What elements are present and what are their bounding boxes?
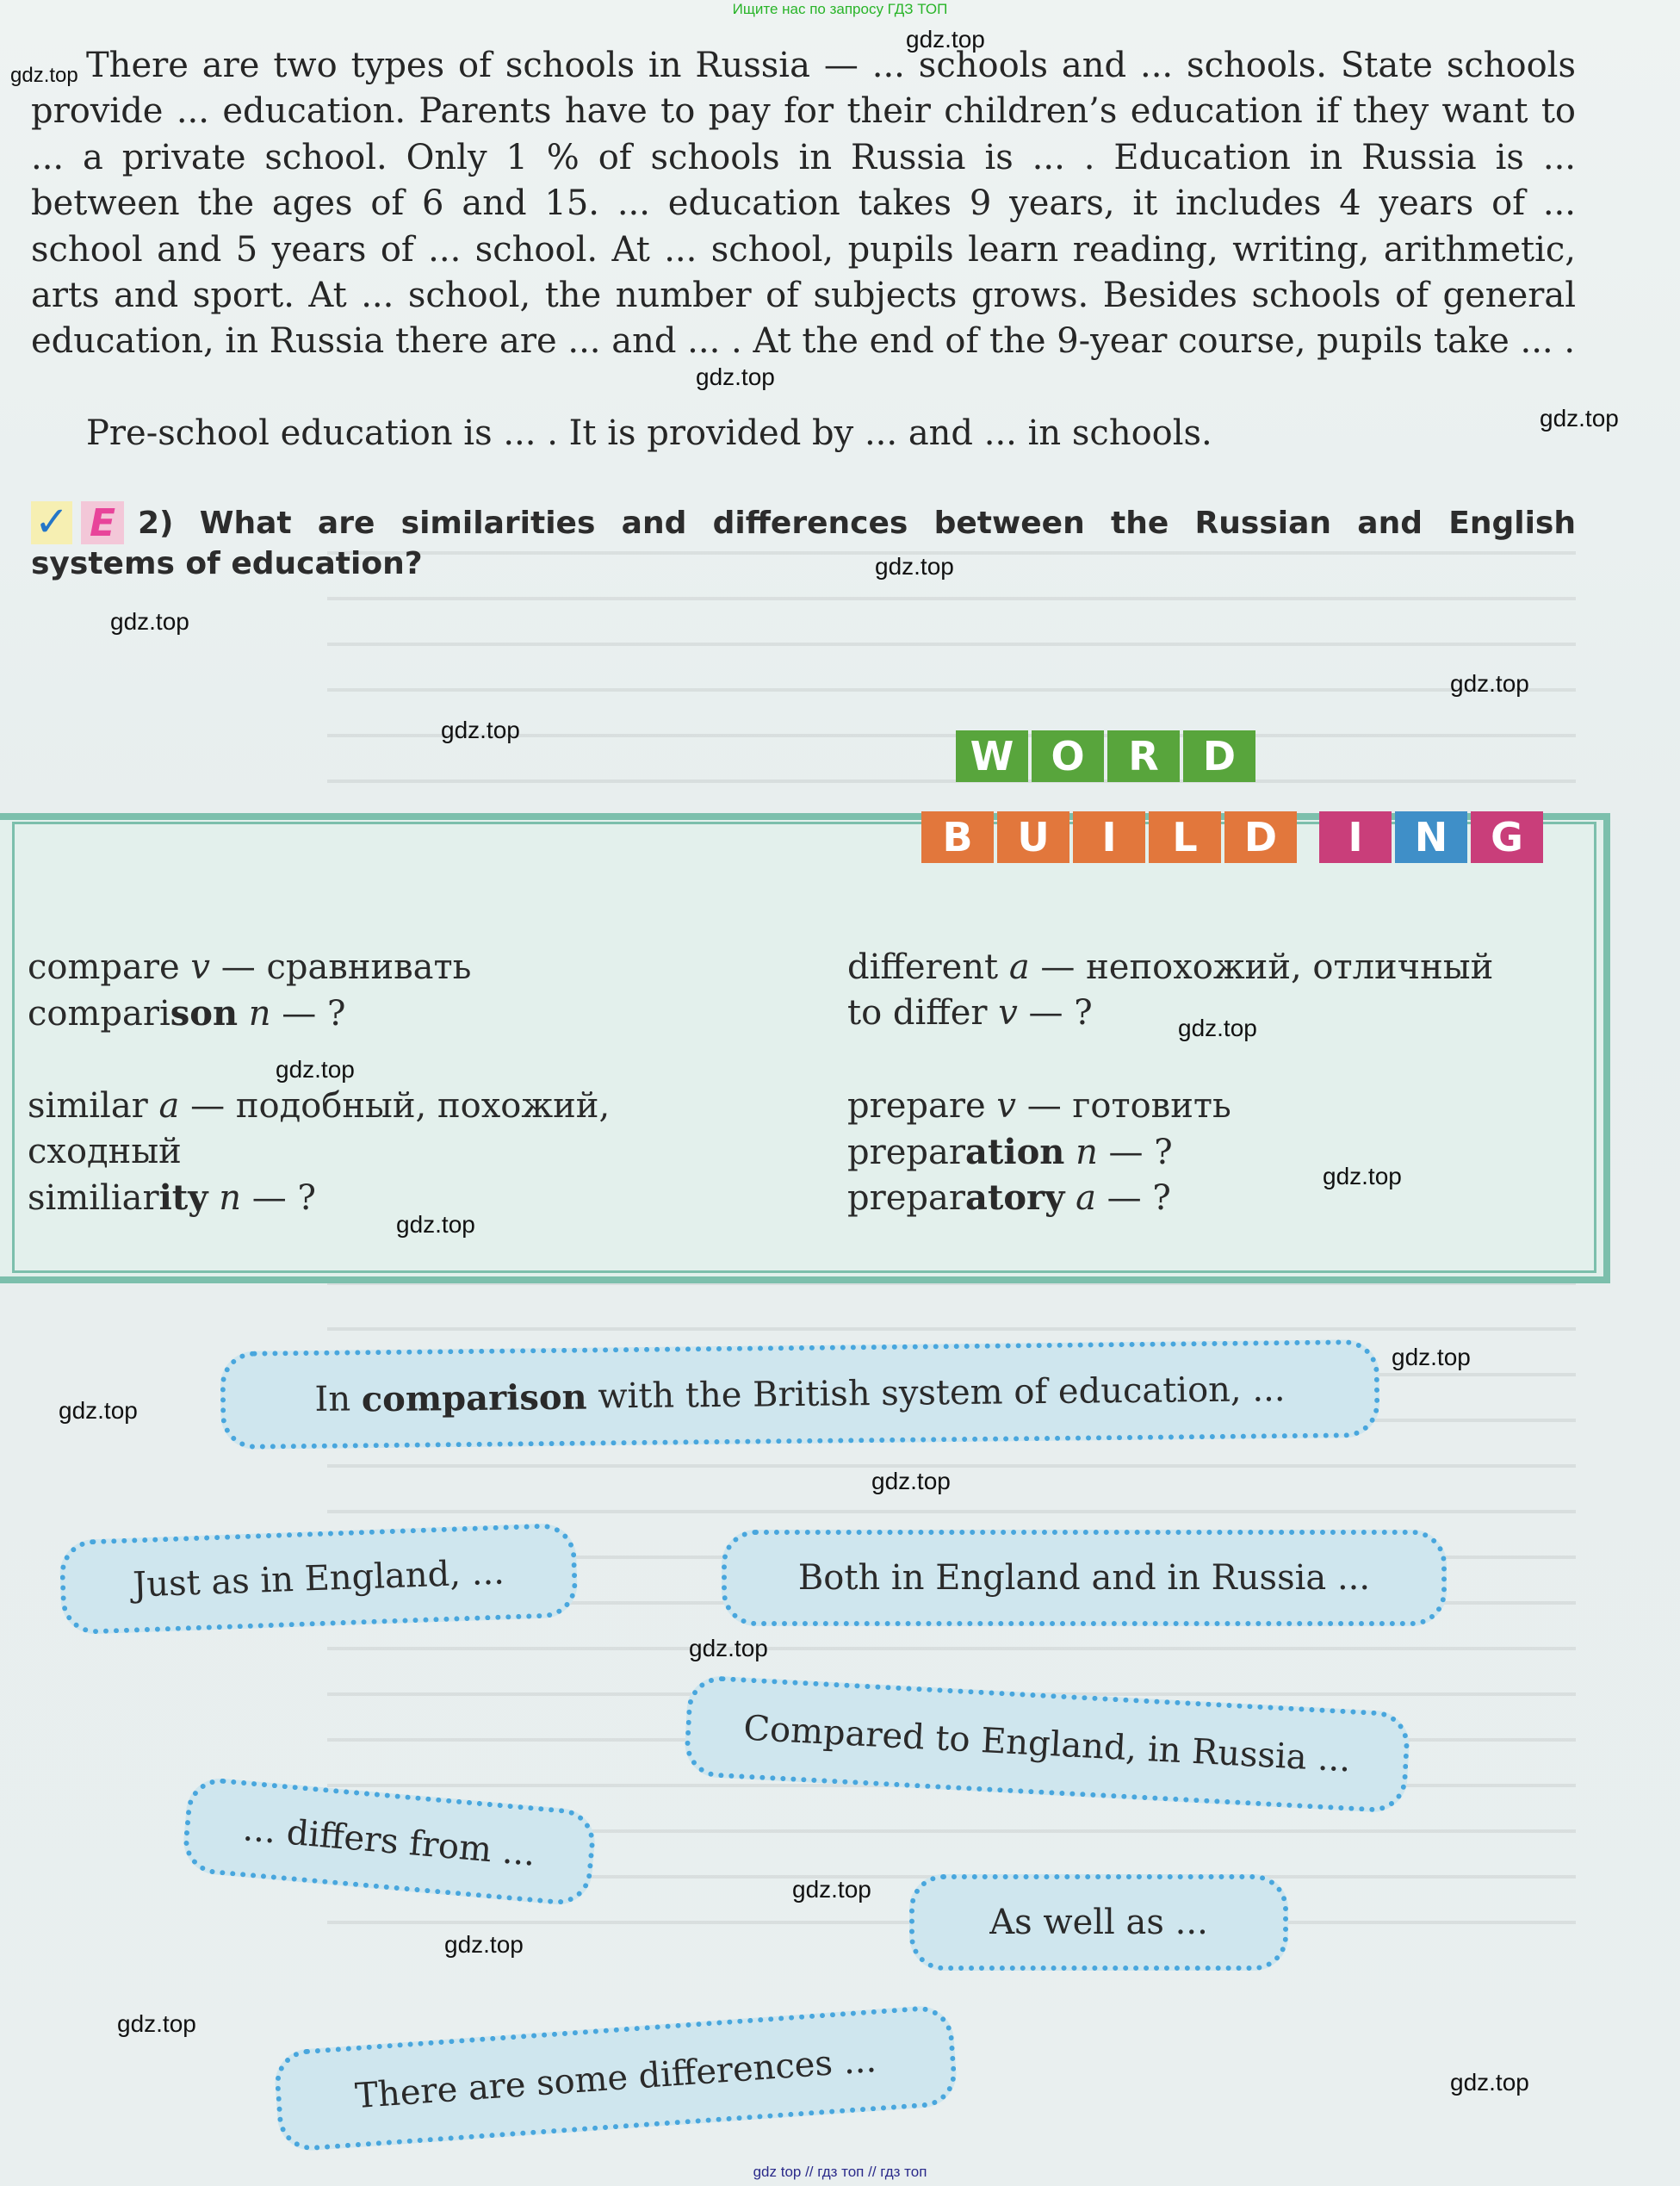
- check-glyph: ✓: [34, 498, 70, 546]
- logo-tile: L: [1149, 811, 1221, 863]
- wb-word: similar: [28, 1086, 148, 1126]
- watermark: gdz.top: [117, 2010, 196, 2037]
- wb-entry-preparatory: [847, 1175, 1171, 1221]
- paragraph-2-text: Pre-school education is ... . It is provided by ... and ... in schools.: [86, 413, 1212, 453]
- wb-dash: —: [251, 1178, 287, 1218]
- watermark: gdz.top: [1450, 2069, 1529, 2096]
- watermark: gdz.top: [441, 717, 520, 743]
- wb-meaning: сходный: [28, 1132, 182, 1171]
- phrase-bubble-just-as: [59, 1523, 578, 1636]
- e-glyph: E: [90, 501, 116, 545]
- wb-meaning: ?: [1074, 993, 1093, 1033]
- watermark: gdz.top: [444, 1931, 524, 1958]
- phrase-text: with the British system of education, ...: [598, 1369, 1286, 1417]
- phrase-bold: comparison: [361, 1376, 587, 1419]
- logo-tile: U: [997, 811, 1069, 863]
- text-paragraph-1: [31, 43, 1576, 365]
- watermark: gdz.top: [792, 1876, 871, 1903]
- wb-dash: —: [220, 947, 256, 987]
- wb-meaning: готовить: [1072, 1086, 1231, 1126]
- wb-dash: —: [282, 994, 317, 1034]
- phrase-bubble-comparison: [220, 1339, 1379, 1450]
- wb-word: to differ: [847, 993, 988, 1033]
- phrase-text: Both in England and in Russia ...: [797, 1558, 1371, 1598]
- wb-entry-prepare: [847, 1084, 1231, 1129]
- phrase-bubble-as-well-as: [909, 1874, 1288, 1971]
- phrase-text: ... differs from ...: [241, 1809, 537, 1874]
- wb-entry-similiarity: [28, 1175, 316, 1221]
- wb-meaning: ?: [1154, 1133, 1173, 1172]
- logo-tile: I: [1073, 811, 1145, 863]
- logo-tile: I: [1319, 811, 1392, 863]
- logo-tile: O: [1032, 730, 1104, 782]
- logo-tile: W: [956, 730, 1028, 782]
- watermark: gdz.top: [871, 1468, 951, 1494]
- wb-pos: v: [996, 1086, 1016, 1126]
- wb-pos: a: [158, 1086, 180, 1126]
- wb-pos: n: [1076, 1133, 1098, 1172]
- word-building-logo: [921, 730, 1559, 885]
- watermark: gdz.top: [1323, 1163, 1402, 1189]
- wb-entry-different: [847, 945, 1493, 991]
- wb-dash: —: [1108, 1133, 1144, 1172]
- wb-suffix: atory: [964, 1177, 1065, 1218]
- wb-suffix: ity: [158, 1177, 208, 1218]
- wb-word: different: [847, 947, 999, 987]
- wb-word: compare: [28, 947, 180, 987]
- top-banner: Ищите нас по запросу ГДЗ ТОП: [732, 1, 948, 17]
- wb-entry-comparison: [28, 991, 345, 1037]
- wb-word-stem: prepar: [847, 1133, 965, 1172]
- watermark: gdz.top: [1178, 1015, 1257, 1041]
- wb-meaning: ?: [326, 994, 346, 1034]
- watermark: gdz.top: [906, 26, 985, 53]
- phrase-bubble-both: [722, 1530, 1447, 1626]
- task-question: [31, 503, 1576, 584]
- watermark: gdz.top: [110, 608, 189, 635]
- watermark: gdz.top: [276, 1056, 355, 1083]
- wb-pos: n: [219, 1178, 242, 1218]
- phrase-text: Compared to England, in Russia ...: [742, 1708, 1352, 1780]
- watermark: gdz.top: [1450, 670, 1529, 697]
- question-text: 2) What are similarities and differences between the Russian and English systems of education?: [31, 506, 1576, 581]
- watermark: gdz.top: [875, 553, 954, 580]
- wb-word: prepare: [847, 1086, 986, 1126]
- phrase-text: As well as ...: [989, 1903, 1208, 1942]
- wb-entry-preparation: [847, 1129, 1173, 1176]
- phrase-text: There are some differences ...: [353, 2040, 878, 2117]
- wb-entry-similar: [28, 1084, 610, 1129]
- wb-suffix: ation: [964, 1132, 1065, 1172]
- watermark: gdz.top: [1392, 1344, 1471, 1370]
- watermark: gdz.top: [696, 363, 775, 390]
- wb-meaning: ?: [297, 1178, 316, 1218]
- watermark: gdz.top: [10, 64, 78, 87]
- wb-entry-to-differ: [847, 991, 1093, 1036]
- wb-meaning: ?: [1152, 1178, 1171, 1218]
- wb-pos: a: [1076, 1178, 1096, 1218]
- watermark: gdz.top: [59, 1397, 138, 1424]
- wb-entry-similar-cont: [28, 1129, 182, 1175]
- wb-dash: —: [1107, 1178, 1142, 1218]
- wb-word-stem: similiar: [28, 1178, 159, 1218]
- logo-tile: G: [1471, 811, 1543, 863]
- wb-meaning: непохожий, отличный: [1086, 947, 1494, 987]
- wb-dash: —: [1026, 1086, 1062, 1126]
- wb-word-stem: compari: [28, 994, 170, 1034]
- paragraph-1-text: There are two types of schools in Russia — ... schools and ... schools. State schools provide ... education. Parents have to pay for their children’s education if they want to ... a private school. Only 1 % of schools in Russia is ... . Education in Russia is ... between the ages of 6 and 15. ... education takes 9 years, it includes 4 years of ... school and 5 years of ... school. At ... school, pupils learn reading, writing, arithmetic, arts and sport. At ... school, the number of subjects grows. Besides schools of general education, in Russia there are ... and ... . At the end of the 9-year course, pupils take ... .: [31, 46, 1576, 362]
- wb-suffix: son: [170, 993, 239, 1034]
- logo-tile: B: [921, 811, 994, 863]
- watermark: gdz.top: [689, 1635, 768, 1661]
- wb-pos: a: [1008, 947, 1030, 987]
- bottom-banner: gdz top // гдз топ // гдз топ: [753, 2164, 927, 2180]
- wb-meaning: подобный, похожий,: [235, 1086, 611, 1126]
- text-paragraph-2: [31, 411, 1576, 456]
- wb-meaning: сравнивать: [266, 947, 472, 987]
- wb-pos: n: [248, 994, 271, 1034]
- wb-dash: —: [190, 1086, 226, 1126]
- phrase-text: In: [314, 1379, 351, 1419]
- phrase-text: Just as in England, ...: [132, 1552, 505, 1605]
- watermark: gdz.top: [396, 1211, 475, 1238]
- logo-tile: D: [1183, 730, 1255, 782]
- wb-word-stem: prepar: [847, 1178, 965, 1218]
- wb-dash: —: [1028, 993, 1063, 1033]
- logo-tile: N: [1395, 811, 1467, 863]
- wb-dash: —: [1040, 947, 1076, 987]
- wb-pos: v: [190, 947, 210, 987]
- watermark: gdz.top: [1540, 405, 1619, 432]
- logo-tile: D: [1224, 811, 1297, 863]
- logo-tile: R: [1107, 730, 1180, 782]
- wb-entry-compare: [28, 945, 471, 991]
- wb-pos: v: [998, 993, 1018, 1033]
